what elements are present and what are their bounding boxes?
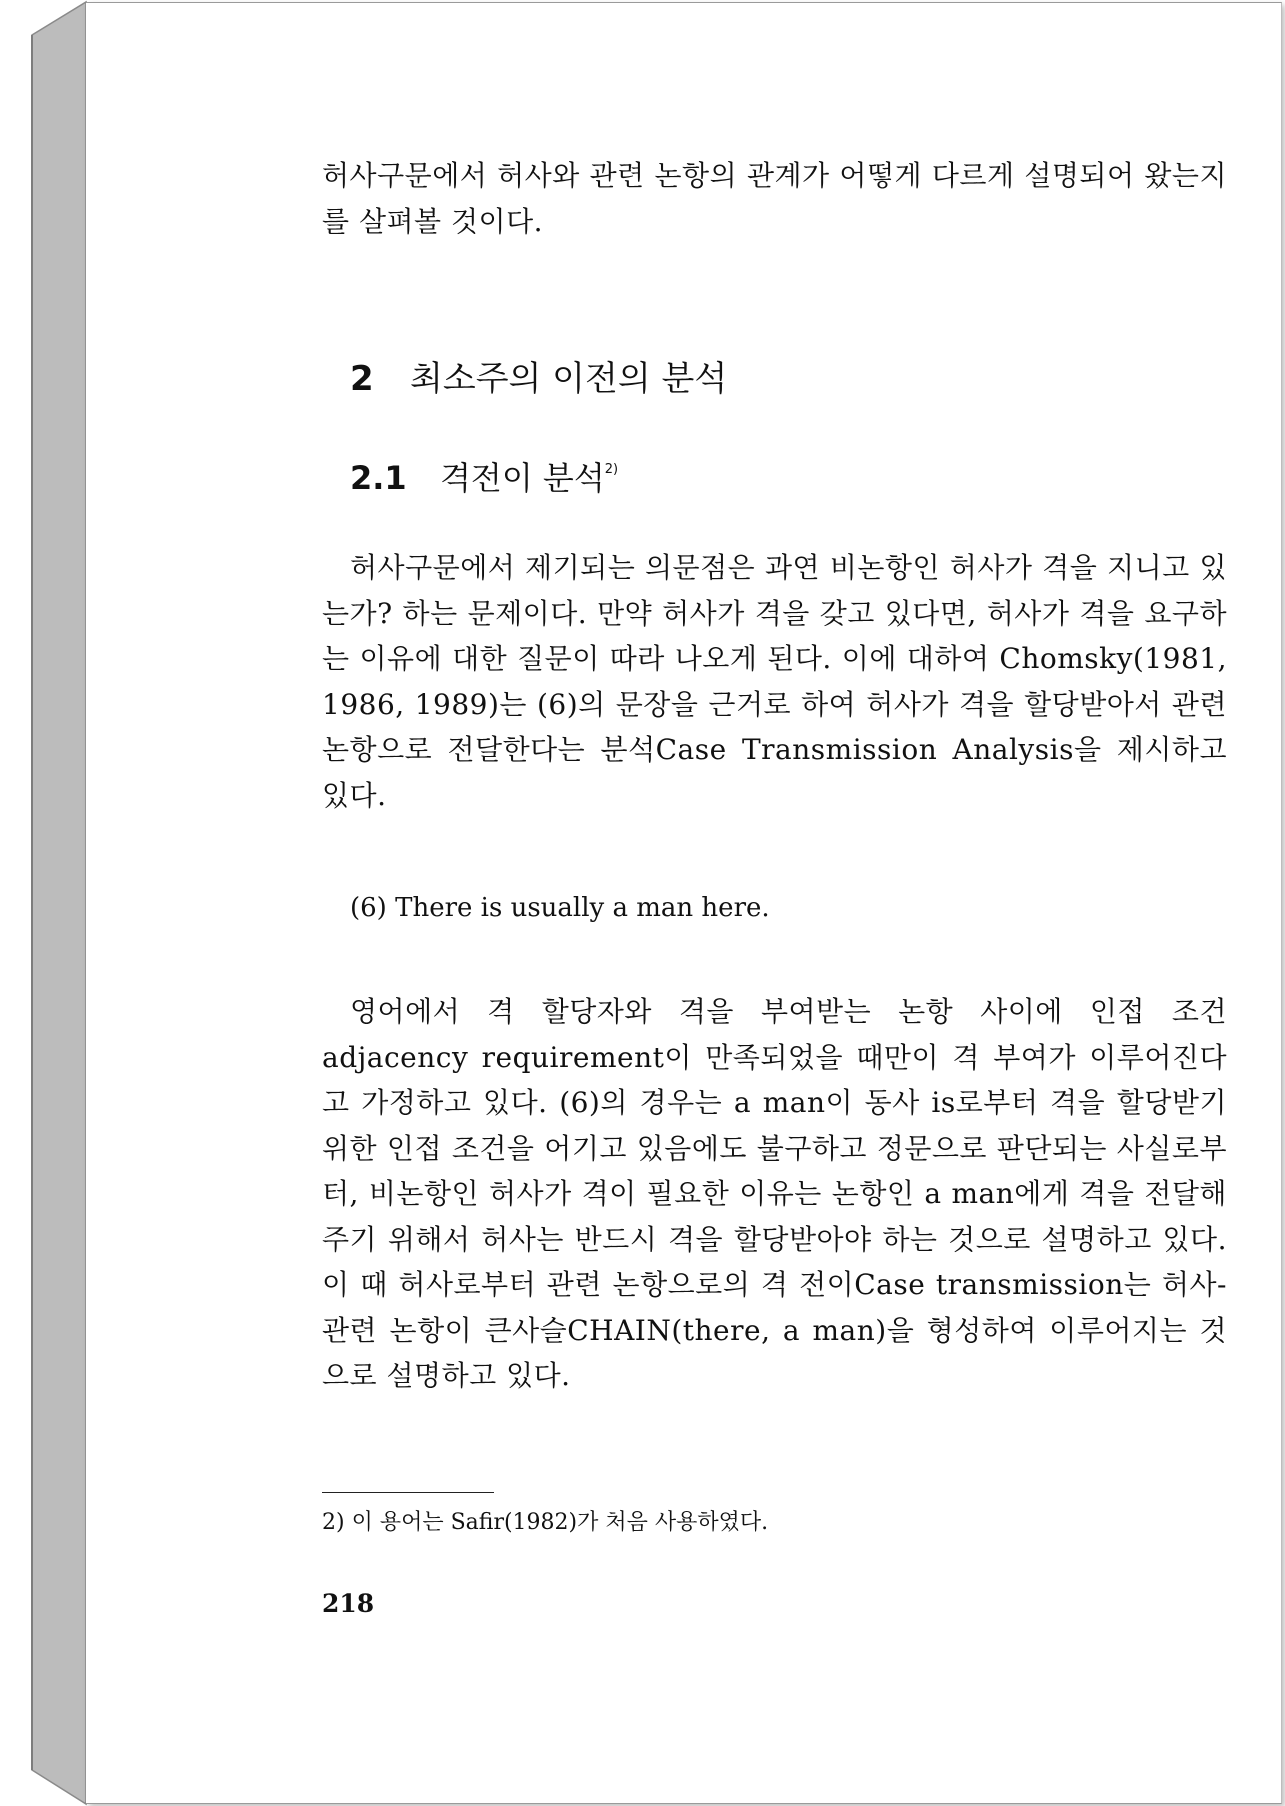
body-paragraph-2 [322, 989, 1227, 1399]
section-heading [350, 351, 727, 400]
footnote-divider [322, 1492, 494, 1493]
page-number: 218 [322, 1589, 375, 1618]
spine-face [32, 2, 86, 1804]
subsection-heading [350, 453, 618, 499]
book-page [86, 2, 1282, 1804]
example-text: There is usually a man here. [395, 893, 770, 923]
section-title: 최소주의 이전의 분석 [410, 359, 728, 399]
example-sentence [350, 893, 770, 923]
example-label: (6) [350, 893, 387, 923]
subsection-title: 격전이 분석 [440, 459, 605, 497]
footnote-number: 2) [322, 1510, 345, 1535]
subsection-number: 2.1 [350, 459, 407, 497]
body-paragraph-1 [322, 545, 1227, 818]
section-number: 2 [350, 359, 374, 399]
footnote [322, 1505, 768, 1536]
footnote-text: 이 용어는 Safir(1982)가 처음 사용하였다. [351, 1510, 769, 1535]
body-paragraph-2-text: 영어에서 격 할당자와 격을 부여받는 논항 사이에 인접 조건adjacency requirement이 만족되었을 때만이 격 부여가 이루어진다고 가정하고 있다. (6)의 경우는 a man이 동사 is로부터 격을 할당받기 위한 인접 조건을 어기고 있음에도 불구하고 정문으로 판단되는 사실로부터, 비논항인 허사가 격이 필요한 이유는 논항인 a man에게 격을 전달해 주기 위해서 허사는 반드시 격을 할당받아야 하는 것으로 설명하고 있다. 이 때 허사로부터 관련 논항으로의 격 전이Case transmission는 허사-관련 논항이 큰사슬CHAIN(there, a man)을 형성하여 이루어지는 것으로 설명하고 있다. [322, 995, 1227, 1392]
footnote-reference[interactable]: 2) [604, 462, 619, 477]
body-paragraph-1-text: 허사구문에서 제기되는 의문점은 과연 비논항인 허사가 격을 지니고 있는가? 하는 문제이다. 만약 허사가 격을 갖고 있다면, 허사가 격을 요구하는 이유에 대한 질문이 따라 나오게 된다. 이에 대하여 Chomsky(1981, 1986, 1989)는 (6)의 문장을 근거로 하여 허사가 격을 할당받아서 관련 논항으로 전달한다는 분석Case Transmission Analysis을 제시하고 있다. [322, 551, 1227, 812]
intro-paragraph: 허사구문에서 허사와 관련 논항의 관계가 어떻게 다르게 설명되어 왔는지를 살펴볼 것이다. [322, 159, 1227, 238]
book-spine [0, 0, 100, 1806]
